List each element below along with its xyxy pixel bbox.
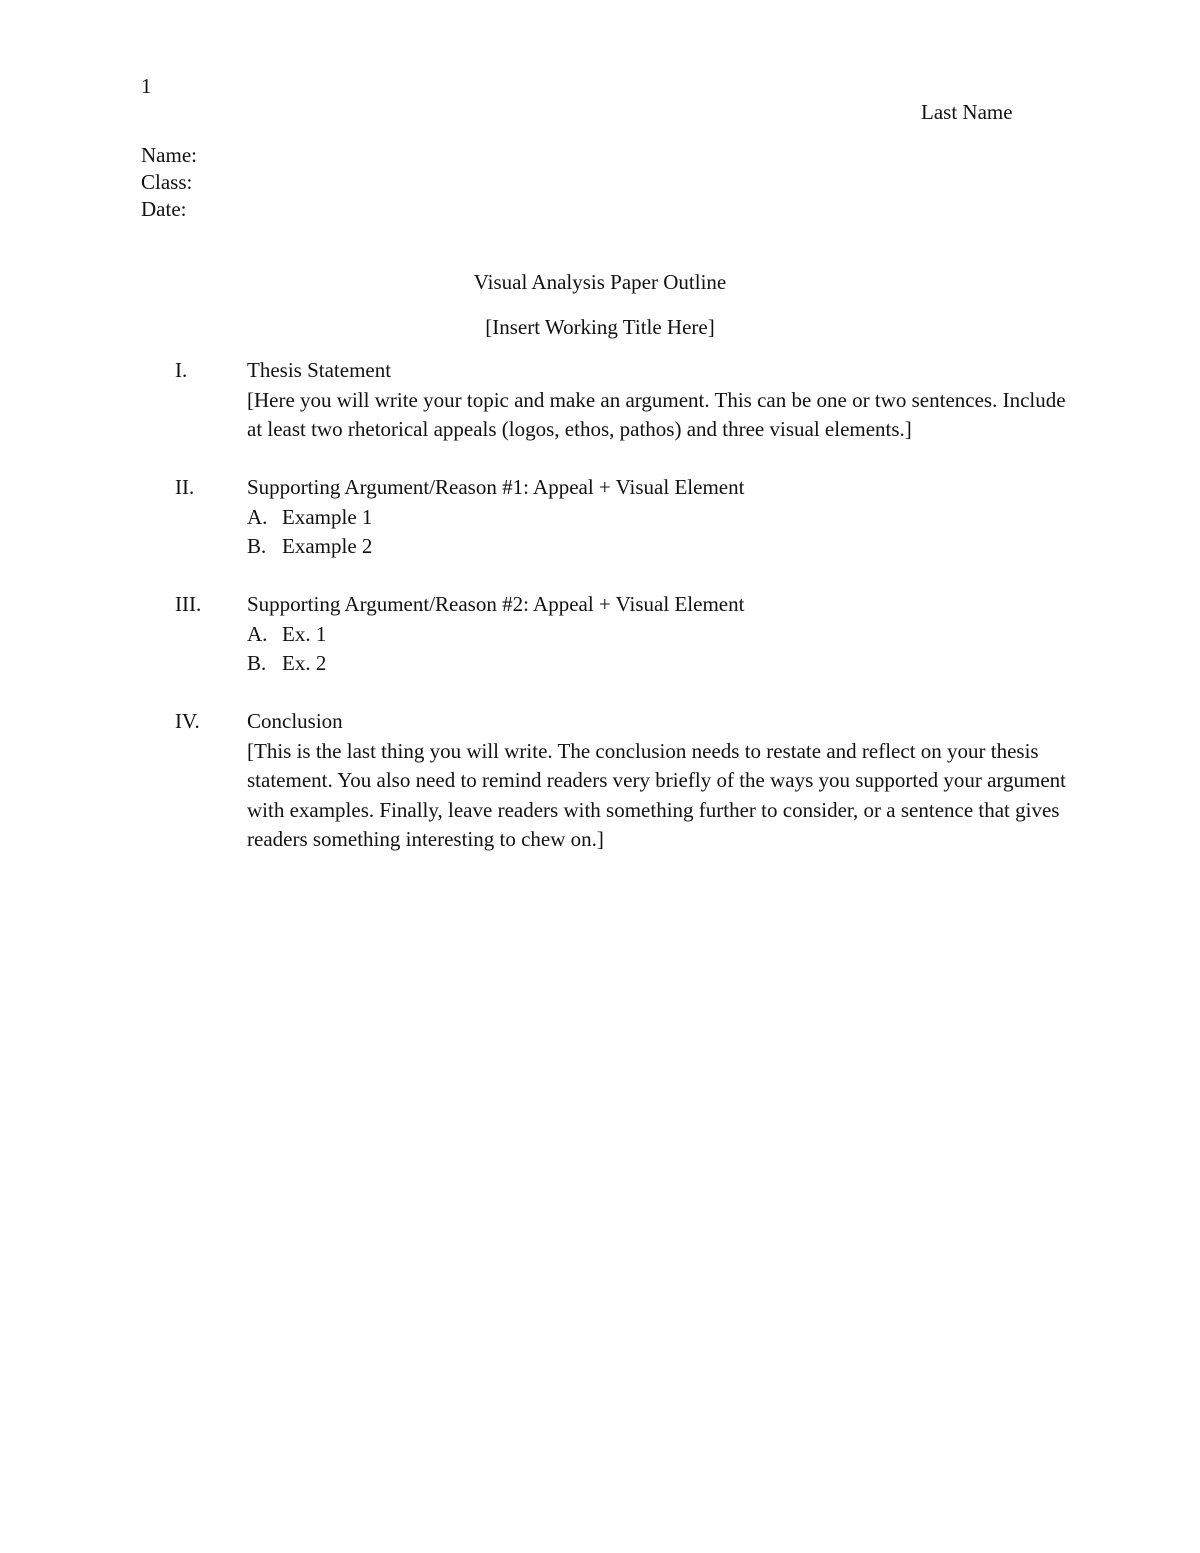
- outline-section-thesis: [175, 356, 1075, 445]
- sub-item-letter: B.: [247, 534, 267, 558]
- page-number: 1: [141, 74, 152, 98]
- sub-item-text: Example 1: [282, 504, 373, 529]
- section-paragraph: [Here you will write your topic and make an argument. This can be one or two sentences. Include at least two rhetorical appeals (logos, ethos, pathos) and three visual elements.]: [247, 387, 1066, 441]
- class-label: Class:: [141, 170, 193, 194]
- sub-item-letter: A.: [247, 504, 268, 529]
- working-title: [Insert Working Title Here]: [485, 315, 715, 339]
- section-body: [247, 707, 1075, 855]
- section-body: [247, 473, 1075, 562]
- section-numeral: III.: [175, 592, 202, 616]
- name-label: Name:: [141, 143, 197, 167]
- sub-item-text: Ex. 1: [282, 621, 327, 646]
- section-numeral: I.: [175, 358, 188, 382]
- outline-section-conclusion: [175, 707, 1075, 855]
- section-heading: Thesis Statement: [247, 358, 392, 382]
- sub-item: [247, 503, 1075, 533]
- section-heading: Supporting Argument/Reason #2: Appeal + Visual Element: [247, 592, 745, 616]
- section-heading: Conclusion: [247, 709, 343, 733]
- section-heading: Supporting Argument/Reason #1: Appeal + Visual Element: [247, 475, 745, 499]
- outline-section-reason-1: [175, 473, 1075, 562]
- sub-item-letter: B.: [247, 651, 267, 675]
- section-body: [247, 356, 1075, 445]
- sub-item-text: Ex. 2: [282, 651, 327, 675]
- header-last-name: Last Name: [921, 100, 1013, 124]
- date-label: Date:: [141, 197, 187, 221]
- student-info-block: [141, 142, 197, 223]
- section-paragraph: [This is the last thing you will write. The conclusion needs to restate and reflect on your thesis statement. You also need to remind readers very briefly of the ways you supported your argument with examples. Finally, leave readers with something further to consider, or a sentence that gives readers something interesting to chew on.]: [247, 738, 1066, 851]
- sub-item: [247, 649, 1075, 679]
- section-numeral: II.: [175, 475, 195, 499]
- document-title: Visual Analysis Paper Outline: [473, 270, 727, 294]
- outline-section-reason-2: [175, 590, 1075, 679]
- section-numeral: IV.: [175, 709, 200, 733]
- sub-item-text: Example 2: [282, 534, 373, 558]
- sub-item-letter: A.: [247, 621, 268, 646]
- section-body: [247, 590, 1075, 679]
- outline: [175, 356, 1075, 883]
- sub-item: [247, 532, 1075, 562]
- sub-item: [247, 620, 1075, 650]
